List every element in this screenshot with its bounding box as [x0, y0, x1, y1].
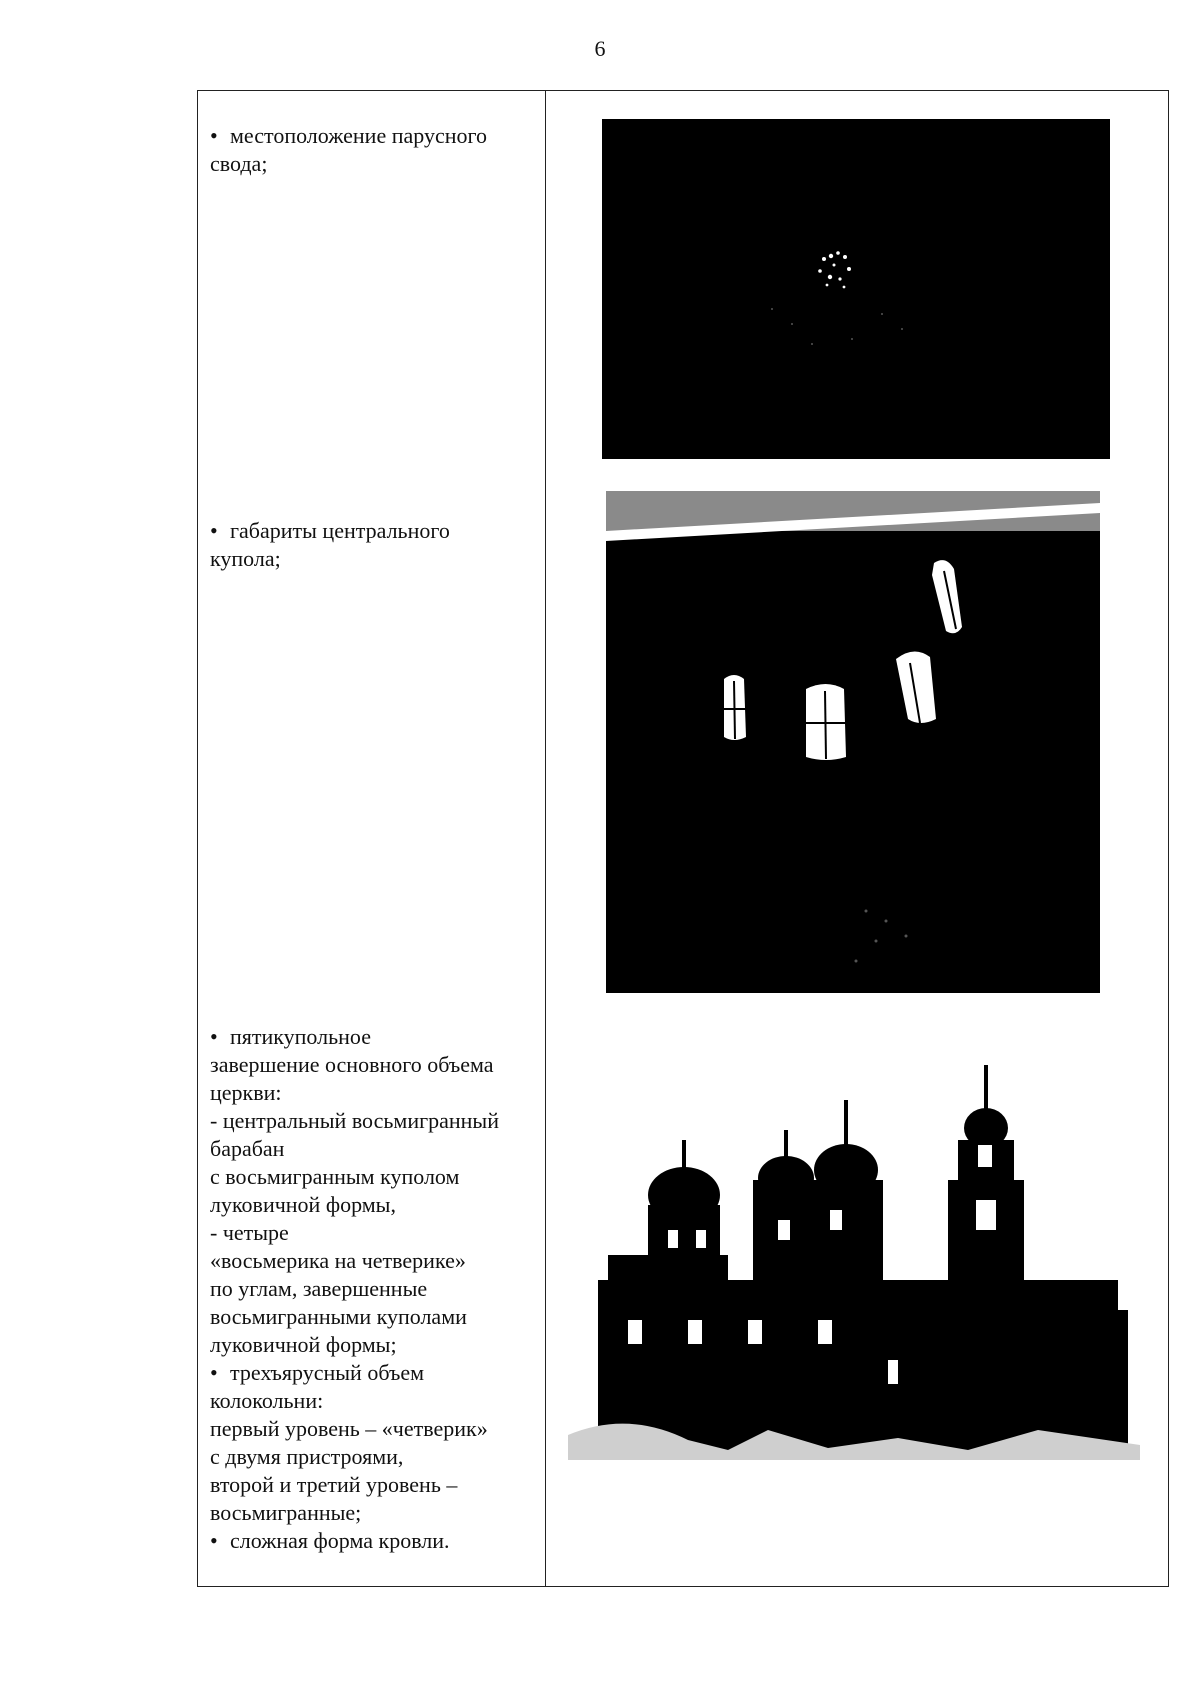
text-line: восьмигранными куполами: [210, 1304, 467, 1329]
dome-window-icon: [606, 491, 1100, 993]
text-block-church: [210, 1023, 540, 1555]
text-line: с двумя пристроями,: [210, 1444, 404, 1469]
text-line: барабан: [210, 1136, 285, 1161]
dome-interior-photo: [606, 491, 1100, 993]
text-line: - центральный восьмигранный: [210, 1108, 499, 1133]
text-block-dome: [210, 517, 540, 573]
text-line: • габариты центрального: [210, 517, 540, 545]
text-line: восьмигранные;: [210, 1500, 362, 1525]
column-divider: [545, 90, 546, 1587]
text-line: • трехъярусный объем: [210, 1359, 540, 1387]
text-line: • местоположение парусного: [210, 122, 540, 150]
text-line: • пятикупольное: [210, 1023, 540, 1051]
chandelier-icon: [602, 119, 1110, 459]
text-line: второй и третий уровень –: [210, 1472, 458, 1497]
text-line: «восьмерика на четверике»: [210, 1248, 466, 1273]
text-line: луковичной формы;: [210, 1332, 397, 1357]
church-exterior-photo: [568, 1030, 1140, 1460]
text-line: с восьмигранным куполом: [210, 1164, 460, 1189]
text-line: завершение основного объема: [210, 1052, 494, 1077]
text-line: - четыре: [210, 1220, 289, 1245]
text-line: луковичной формы,: [210, 1192, 396, 1217]
text-line: купола;: [210, 546, 281, 571]
text-line: по углам, завершенные: [210, 1276, 428, 1301]
text-line: колокольни:: [210, 1388, 324, 1413]
text-block-vault: [210, 122, 540, 178]
text-line: первый уровень – «четверик»: [210, 1416, 488, 1441]
text-line: церкви:: [210, 1080, 282, 1105]
page-number: 6: [594, 36, 606, 61]
chandelier-photo: [602, 119, 1110, 459]
text-line: • сложная форма кровли.: [210, 1527, 540, 1555]
text-line: свода;: [210, 151, 268, 176]
church-icon: [568, 1030, 1140, 1460]
